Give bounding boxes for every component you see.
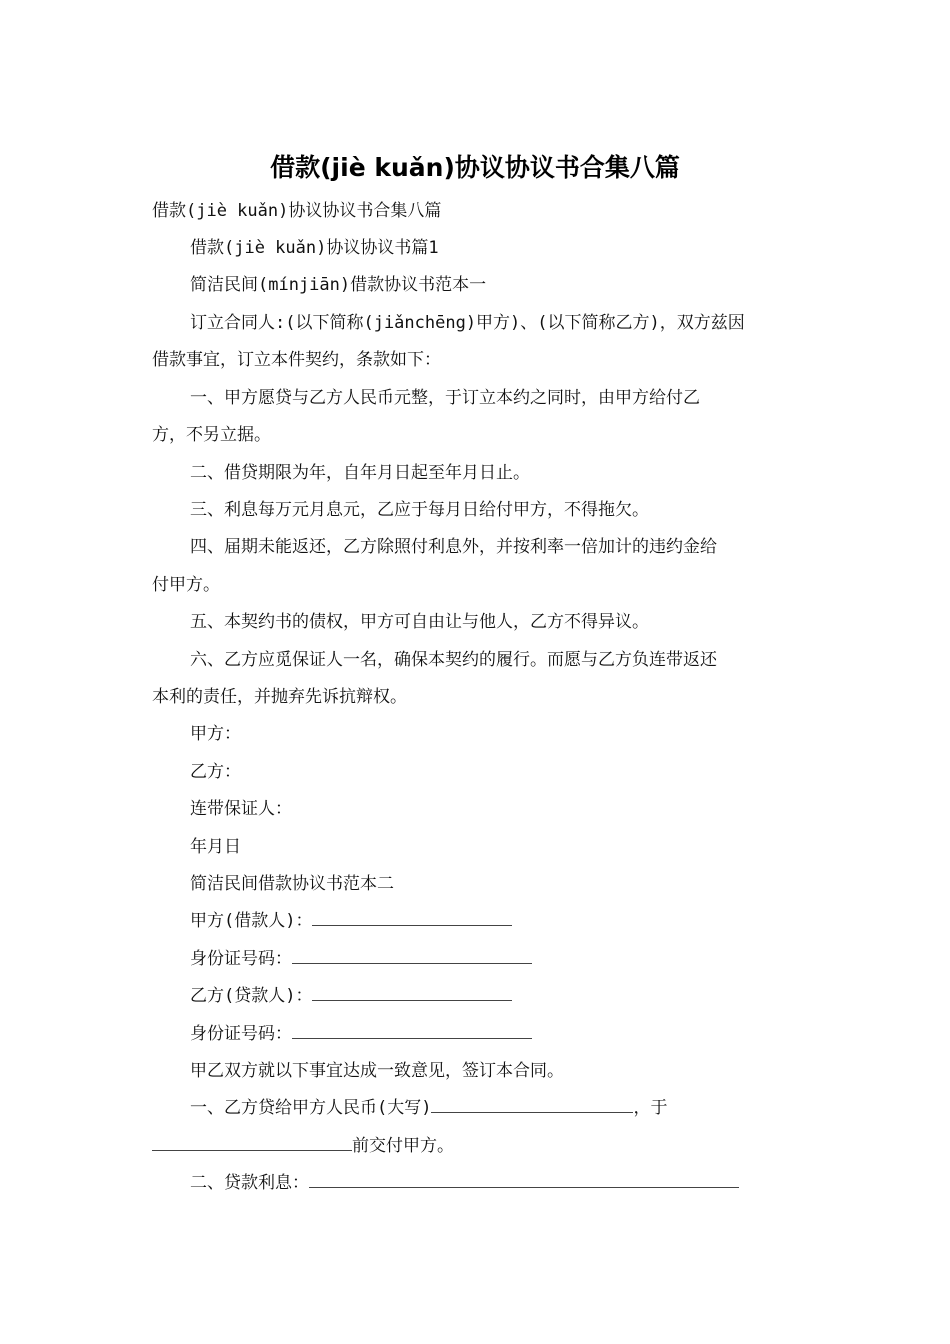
fill-in-blank bbox=[312, 911, 512, 926]
signature-party-b: 乙方： bbox=[190, 762, 241, 782]
fill-in-blank bbox=[152, 1136, 352, 1151]
borrower-field bbox=[190, 909, 792, 933]
paragraph-line: 二、借贷期限为年，自年月日起至年月日止。 bbox=[190, 463, 530, 483]
paragraph-line: 方，不另立据。 bbox=[152, 425, 271, 445]
field-label: 身份证号码： bbox=[190, 949, 292, 969]
fill-in-blank bbox=[309, 1173, 739, 1188]
paragraph-line: 四、届期未能返还，乙方除照付利息外，并按利率一倍加计的违约金给 bbox=[190, 537, 717, 557]
fill-in-blank bbox=[431, 1098, 633, 1113]
lender-field bbox=[190, 984, 792, 1008]
clause-text: ，于 bbox=[633, 1098, 668, 1118]
clause-delivery bbox=[152, 1134, 792, 1158]
paragraph-line: 甲乙双方就以下事宜达成一致意见，签订本合同。 bbox=[190, 1061, 564, 1081]
document-title: 借款(jiè kuǎn)协议协议书合集八篇 bbox=[270, 153, 680, 182]
fill-in-blank bbox=[292, 1024, 532, 1039]
field-label: 身份证号码： bbox=[190, 1024, 292, 1044]
document-subtitle: 借款(jiè kuǎn)协议协议书合集八篇 bbox=[152, 201, 442, 221]
signature-date: 年月日 bbox=[190, 837, 241, 857]
id-number-field bbox=[190, 1022, 792, 1046]
paragraph-line: 一、甲方愿贷与乙方人民币元整，于订立本约之同时，由甲方给付乙 bbox=[190, 388, 700, 408]
field-label: 乙方(贷款人)： bbox=[190, 986, 313, 1006]
paragraph-line: 简洁民间(mínjiān)借款协议书范本一 bbox=[190, 275, 487, 295]
paragraph-line: 三、利息每万元月息元，乙应于每月日给付甲方，不得拖欠。 bbox=[190, 500, 649, 520]
fill-in-blank bbox=[292, 949, 532, 964]
paragraph-line: 五、本契约书的债权，甲方可自由让与他人，乙方不得异议。 bbox=[190, 612, 649, 632]
signature-guarantor: 连带保证人： bbox=[190, 799, 292, 819]
paragraph-line: 借款事宜，订立本件契约，条款如下： bbox=[152, 350, 441, 370]
clause-interest bbox=[190, 1171, 792, 1195]
id-number-field bbox=[190, 947, 792, 971]
section-heading: 简洁民间借款协议书范本二 bbox=[190, 874, 394, 894]
field-label: 甲方(借款人)： bbox=[190, 911, 313, 931]
paragraph-line: 付甲方。 bbox=[152, 575, 220, 595]
paragraph-line: 订立合同人:(以下简称(jiǎnchēng)甲方)、(以下简称乙方)，双方兹因 bbox=[190, 313, 745, 333]
clause-text: 一、乙方贷给甲方人民币(大写) bbox=[190, 1098, 432, 1118]
paragraph-line: 六、乙方应觅保证人一名，确保本契约的履行。而愿与乙方负连带返还 bbox=[190, 650, 717, 670]
clause-text: 二、贷款利息： bbox=[190, 1173, 309, 1193]
clause-text: 前交付甲方。 bbox=[352, 1136, 454, 1156]
paragraph-line: 本利的责任，并抛弃先诉抗辩权。 bbox=[152, 687, 407, 707]
signature-party-a: 甲方： bbox=[190, 724, 241, 744]
clause-amount bbox=[190, 1096, 792, 1120]
section-heading: 借款(jiè kuǎn)协议协议书篇1 bbox=[190, 238, 439, 258]
fill-in-blank bbox=[312, 986, 512, 1001]
